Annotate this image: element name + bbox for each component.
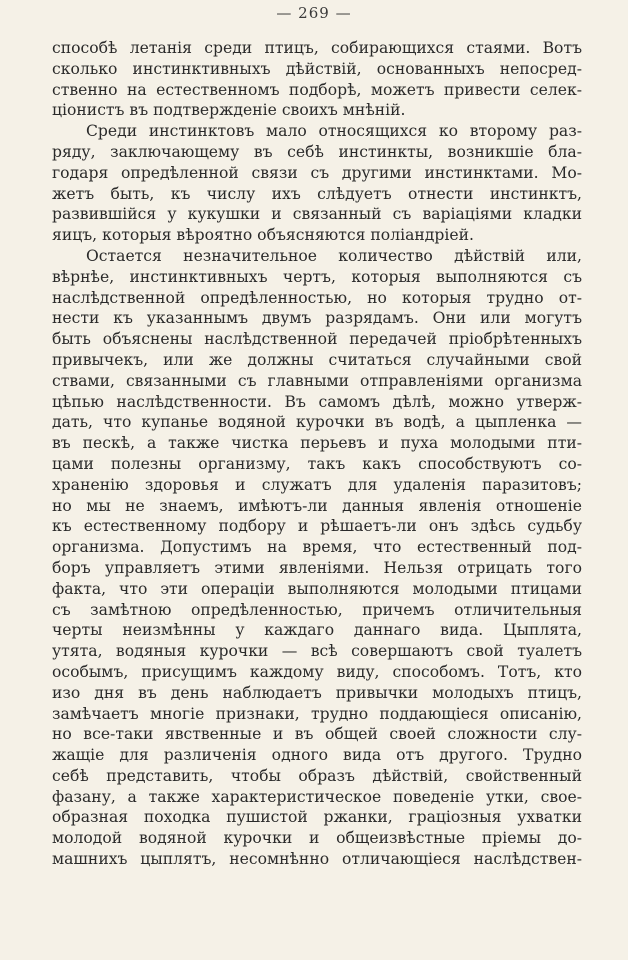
text-line: жащіе для различенія одного вида отъ другого. Трудно — [52, 746, 582, 765]
text-line: наслѣдственной опредѣленностью, но которыя трудно от- — [52, 288, 582, 307]
page-number: — 269 — — [276, 4, 352, 22]
text-line: съ замѣтною опредѣленностью, причемъ отличительныя — [52, 600, 582, 619]
text-line: Среди инстинктовъ мало относящихся ко второму раз- — [86, 122, 582, 141]
text-line: быть объяснены наслѣдственной передачей пріобрѣтенныхъ — [52, 330, 582, 349]
text-line: организма. Допустимъ на время, что естественный под- — [52, 538, 582, 557]
text-line: цами полезны организму, такъ какъ способствуютъ со- — [52, 454, 582, 473]
text-line: боръ управляетъ этими явленіями. Нельзя отрицать того — [52, 558, 582, 577]
text-line: ціонистъ въ подтвержденіе своихъ мнѣній. — [52, 101, 406, 120]
text-line: но все-таки явственные и въ общей своей сложности слу- — [52, 725, 582, 744]
text-line: жетъ быть, къ числу ихъ слѣдуетъ отнести инстинктъ, — [52, 184, 582, 203]
text-line: вѣрнѣе, инстинктивныхъ чертъ, которыя выполняются съ — [52, 267, 582, 286]
text-line: черты неизмѣнны у каждаго даннаго вида. Цыплята, — [52, 621, 582, 640]
paragraph-3 — [52, 246, 582, 870]
text-line: но мы не знаемъ, имѣютъ-ли данныя явленія отношеніе — [52, 496, 582, 515]
paragraph-1 — [52, 38, 582, 121]
text-line: способѣ летанія среди птицъ, собирающихся стаями. Вотъ — [52, 39, 582, 57]
text-line: нести къ указаннымъ двумъ разрядамъ. Они или могутъ — [52, 309, 582, 328]
text-line: замѣчаетъ многіе признаки, трудно поддающіеся описанію, — [52, 704, 582, 723]
text-line: сколько инстинктивныхъ дѣйствій, основанныхъ непосред- — [52, 59, 582, 78]
text-line: молодой водяной курочки и общеизвѣстные пріемы до- — [52, 829, 582, 848]
text-line: утята, водяныя курочки — всѣ совершаютъ свой туалетъ — [52, 642, 582, 661]
text-line: факта, что эти операціи выполняются молодыми птицами — [52, 579, 582, 598]
text-line: храненію здоровья и служатъ для удаленія паразитовъ; — [52, 475, 582, 494]
text-line: образная походка пушистой ржанки, граціозныя ухватки — [52, 808, 582, 827]
text-line: въ пескѣ, а также чистка перьевъ и пуха молодыми пти- — [52, 434, 582, 453]
text-line: цѣпью наслѣдственности. Въ самомъ дѣлѣ, можно утверж- — [52, 392, 582, 411]
text-line: ствами, связанными съ главными отправленіями организма — [52, 371, 582, 390]
text-line: фазану, а также характеристическое поведеніе утки, свое- — [52, 787, 582, 806]
text-line: ственно на естественномъ подборѣ, можетъ привести селек- — [52, 80, 582, 99]
text-line: Остается незначительное количество дѣйствій или, — [86, 246, 582, 265]
text-line: къ естественному подбору и рѣшаетъ-ли онъ здѣсь судьбу — [52, 517, 582, 536]
paragraph-2 — [52, 121, 582, 246]
text-line: дать, что купанье водяной курочки въ водѣ, а цыпленка — — [52, 413, 582, 432]
text-line: машнихъ цыплятъ, несомнѣнно отличающіеся наслѣдствен- — [52, 850, 582, 869]
text-line: особымъ, присущимъ каждому виду, способомъ. Тотъ, кто — [52, 662, 582, 681]
text-line: годаря опредѣленной связи съ другими инстинктами. Мо- — [52, 163, 582, 182]
text-line: привычекъ, или же должны считаться случайными свой — [52, 350, 582, 369]
text-line: ряду, заключающему въ себѣ инстинкты, возникшіе бла- — [52, 142, 582, 161]
text-body — [52, 38, 582, 870]
text-line: себѣ представить, чтобы образъ дѣйствій, свойственный — [52, 766, 582, 785]
text-line: развившійся у кукушки и связанный съ варіаціями кладки — [52, 205, 582, 224]
text-line: изо дня въ день наблюдаетъ привычки молодыхъ птицъ, — [52, 683, 582, 702]
text-line: яицъ, которыя вѣроятно объясняются поліандріей. — [52, 226, 474, 245]
